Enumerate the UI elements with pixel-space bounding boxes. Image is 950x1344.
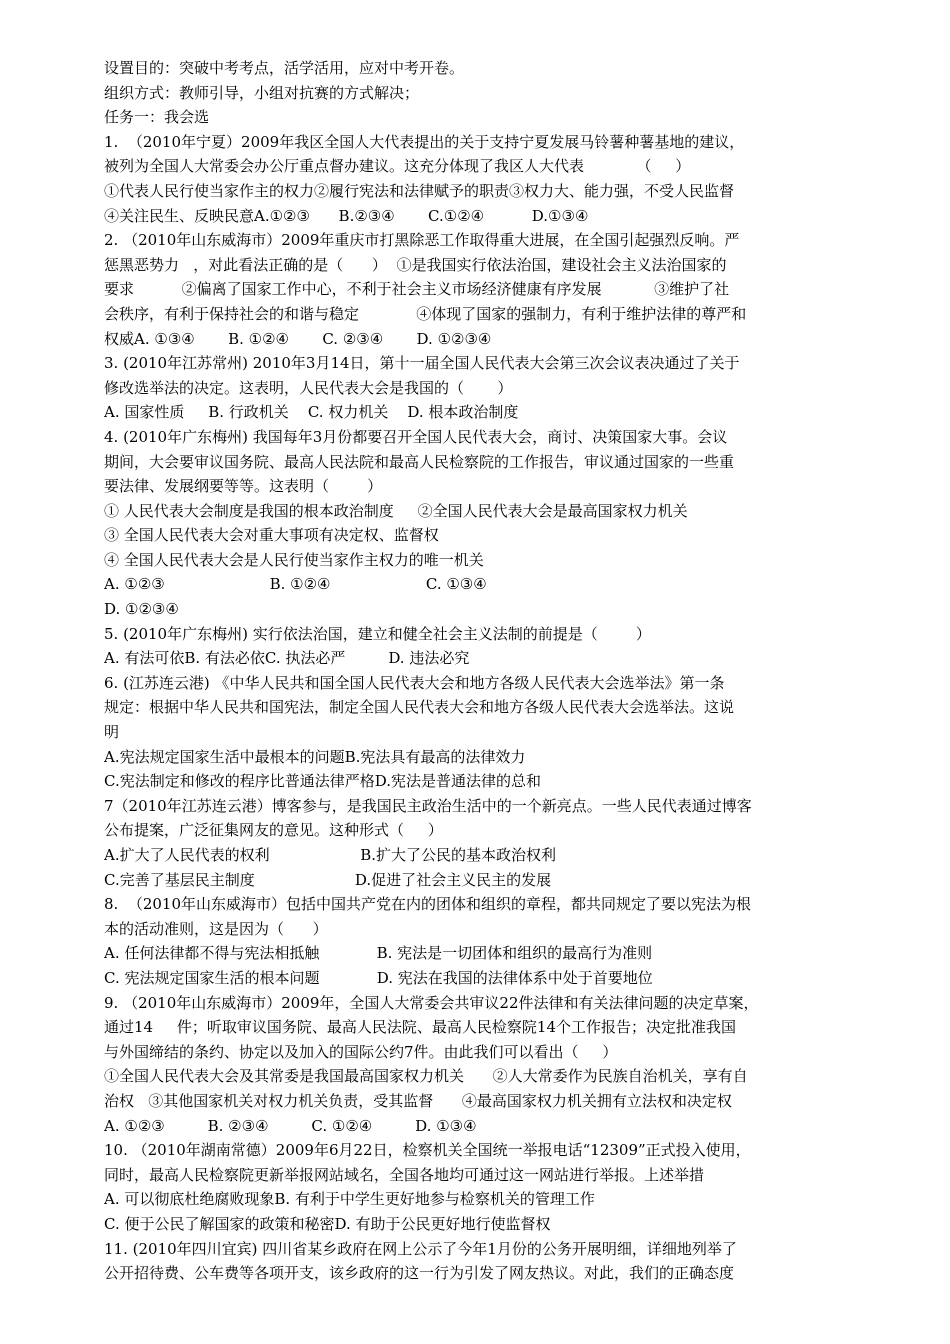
document-body <box>104 56 834 1286</box>
question-9-line: 通过14 件；听取审议国务院、最高人民法院、最高人民检察院14个工作报告；决定批准我国 <box>104 1018 737 1037</box>
question-6-options: A.宪法规定国家生活中最根本的问题B.宪法具有最高的法律效力 <box>104 747 526 766</box>
question-1-line: ①代表人民行使当家作主的权力②履行宪法和法律赋予的职责③权力大、能力强，不受人民监督 <box>104 181 735 200</box>
question-7-line: 公布提案，广泛征集网友的意见。这种形式（ ） <box>104 821 443 840</box>
question-6-line: 明 <box>104 723 120 742</box>
question-8-line: 本的活动准则，这是因为（ ） <box>104 919 328 938</box>
question-7-options: A.扩大了人民代表的权利 B.扩大了公民的基本政治权利 <box>104 846 556 864</box>
question-1-options: ④关注民生、反映民意A.①②③ B.②③④ C.①②④ D.①③④ <box>104 206 589 225</box>
question-4-line: 要法律、发展纲要等等。这表明（ ） <box>104 477 383 496</box>
question-3-line: 修改选举法的决定。这表明，人民代表大会是我国的（ ） <box>104 378 513 397</box>
question-10-options: C. 便于公民了解国家的政策和秘密D. 有助于公民更好地行使监督权 <box>104 1214 551 1233</box>
question-6-line: 6. (江苏连云港) 《中华人民共和国全国人民代表大会和地方各级人民代表大会选举法》第一条 <box>104 673 725 692</box>
question-6-line: 规定：根据中华人民共和国宪法，制定全国人民代表大会和地方各级人民代表大会选举法。这说 <box>104 698 735 717</box>
question-4-line: 4. (2010年广东梅州) 我国每年3月份都要召开全国人民代表大会，商讨、决策国家大事。会议 <box>104 427 728 446</box>
question-9-line: 与外国缔结的条约、协定以及加入的国际公约7件。由此我们可以看出（ ） <box>104 1042 618 1061</box>
text-line: 设置目的：突破中考考点，活学活用，应对中考开卷。 <box>104 59 465 77</box>
question-5-options: A. 有法可依B. 有法必依C. 执法必严 D. 违法必究 <box>104 649 470 668</box>
question-6-options: C.宪法制定和修改的程序比普通法律严格D.宪法是普通法律的总和 <box>104 772 541 791</box>
question-9-line: 治权 ③其他国家机关对权力机关负责，受其监督 ④最高国家权力机关拥有立法权和决定权 <box>104 1091 732 1110</box>
question-3-line: 3. (2010年江苏常州) 2010年3月14日，第十一届全国人民代表大会第三次会议表决通过了关于 <box>104 354 740 373</box>
question-1-line: 1. （2010年宁夏）2009年我区全国人大代表提出的关于支持宁夏发展马铃薯种薯基地的建议， <box>104 132 745 151</box>
question-7-line: 7（2010年江苏连云港）博客参与，是我国民主政治生活中的一个新亮点。一些人民代表通过博客 <box>104 796 752 815</box>
question-11-line: 11. (2010年四川宜宾) 四川省某乡政府在网上公示了今年1月份的公务开展明细，详细地列举了 <box>104 1239 737 1258</box>
question-10-line: 10. （2010年湖南常德）2009年6月22日，检察机关全国统一举报电话“12309”正式投入使用， <box>104 1141 751 1160</box>
question-5-line: 5. (2010年广东梅州) 实行依法治国，建立和健全社会主义法制的前提是（ ） <box>104 624 651 643</box>
question-4-options: D. ①②③④ <box>104 600 179 619</box>
text-line: 任务一：我会选 <box>104 108 210 127</box>
question-4-options: A. ①②③ B. ①②④ C. ①③④ <box>104 575 487 594</box>
question-10-options: A. 可以彻底杜绝腐败现象B. 有利于中学生更好地参与检察机关的管理工作 <box>104 1190 595 1209</box>
question-2-line: 惩黑恶势力 ，对此看法正确的是（ ） ①是我国实行依法治国，建设社会主义法治国家的 <box>104 255 727 274</box>
question-4-line: ① 人民代表大会制度是我国的根本政治制度 ②全国人民代表大会是最高国家权力机关 <box>104 501 688 520</box>
question-2-line: 要求 ②偏离了国家工作中心，不利于社会主义市场经济健康有序发展 ③维护了社 <box>104 280 730 299</box>
question-4-line: 期间，大会要审议国务院、最高人民法院和最高人民检察院的工作报告，审议通过国家的一些重 <box>104 452 735 471</box>
question-7-options: C.完善了基层民主制度 D.促进了社会主义民主的发展 <box>104 870 552 889</box>
question-9-line: ①全国人民代表大会及其常委是我国最高国家权力机关 ②人大常委作为民族自治机关，享有自 <box>104 1067 748 1086</box>
question-9-options: A. ①②③ B. ②③④ C. ①②④ D. ①③④ <box>104 1116 477 1135</box>
question-8-options: C. 宪法规定国家生活的根本问题 D. 宪法在我国的法律体系中处于首要地位 <box>104 968 653 987</box>
question-2-line: 会秩序，有利于保持社会的和谐与稳定 ④体现了国家的强制力，有利于维护法律的尊严和 <box>104 304 747 323</box>
question-9-line: 9. （2010年山东威海市）2009年，全国人大常委会共审议22件法律和有关法律问题的决定草案， <box>104 993 759 1012</box>
question-4-line: ③ 全国人民代表大会对重大事项有决定权、监督权 <box>104 526 439 545</box>
question-4-line: ④ 全国人民代表大会是人民行使当家作主权力的唯一机关 <box>104 550 484 569</box>
question-2-options: 权威A. ①③④ B. ①②④ C. ②③④ D. ①②③④ <box>104 329 492 348</box>
question-8-options: A. 任何法律都不得与宪法相抵触 B. 宪法是一切团体和组织的最高行为准则 <box>104 944 653 963</box>
question-3-options: A. 国家性质 B. 行政机关 C. 权力机关 D. 根本政治制度 <box>104 403 519 422</box>
question-2-line: 2. （2010年山东威海市）2009年重庆市打黑除恶工作取得重大进展，在全国引起强烈反响。严 <box>104 231 740 250</box>
text-line: 组织方式：教师引导，小组对抗赛的方式解决； <box>104 83 420 102</box>
question-8-line: 8. （2010年山东威海市）包括中国共产党在内的团体和组织的章程，都共同规定了要以宪法为根 <box>104 895 752 914</box>
question-10-line: 同时，最高人民检察院更新举报网站域名，全国各地均可通过这一网站进行举报。上述举措 <box>104 1165 705 1184</box>
question-11-line: 公开招待费、公车费等各项开支，该乡政府的这一行为引发了网友热议。对此，我们的正确态度 <box>104 1264 735 1283</box>
question-1-line: 被列为全国人大常委会办公厅重点督办建议。这充分体现了我区人大代表 （ ） <box>104 157 691 176</box>
